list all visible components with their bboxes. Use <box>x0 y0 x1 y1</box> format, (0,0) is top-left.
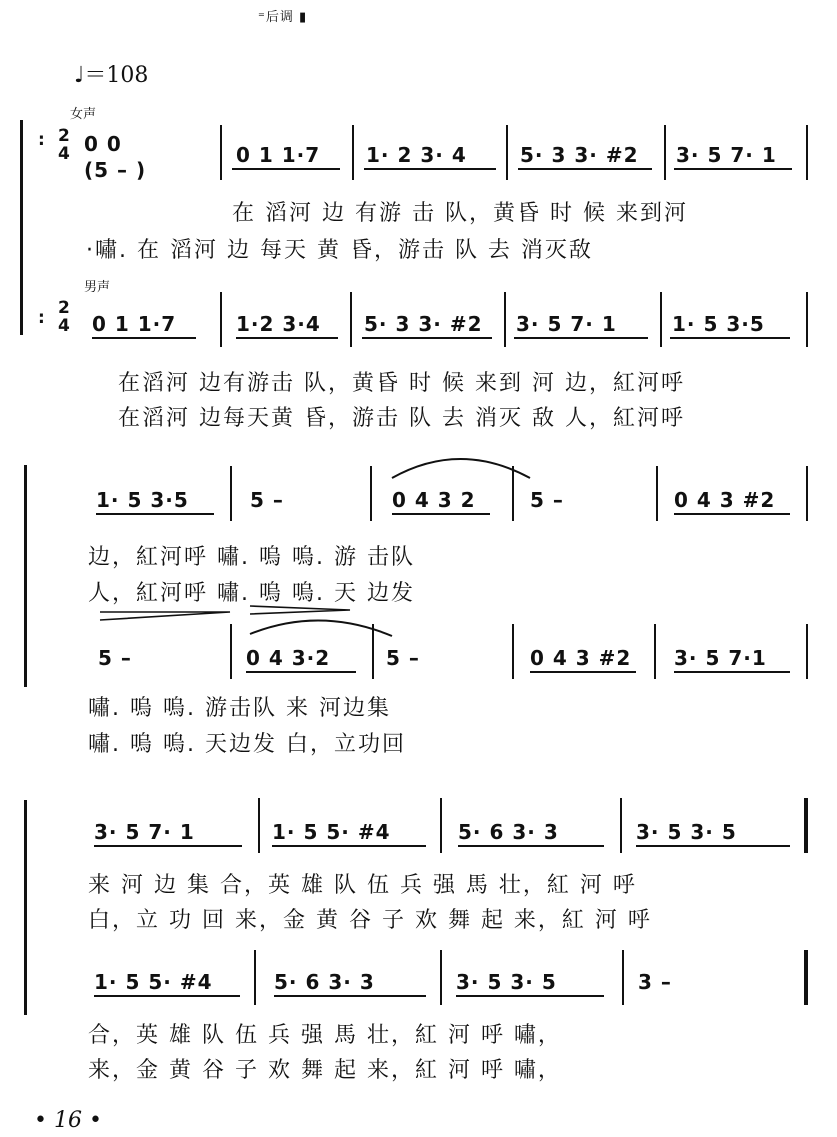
time-signature-top-2: 2 <box>58 298 70 318</box>
time-signature-bottom-2: 4 <box>58 316 70 336</box>
male-measure: 3 – <box>638 970 672 994</box>
female-measure: 3· 5 3· 5 <box>636 820 737 844</box>
female-measure: 1· 5 3·5 <box>96 488 189 512</box>
lyric-line: 来，金 黄 谷 子 欢 舞 起 来，紅 河 呼 嘯， <box>88 1058 562 1083</box>
female-measure: 1· 2 3· 4 <box>366 143 467 167</box>
lyric-line: 嘯. 嗚 嗚. 游击队 来 河边集 <box>88 696 391 721</box>
lyric-line: 嘯. 嗚 嗚. 天边发 白，立功回 <box>88 732 406 757</box>
male-voice-label: 男声 <box>84 280 111 295</box>
female-measure: 3· 5 7· 1 <box>676 143 777 167</box>
male-measure: 0 1 1·7 <box>92 312 177 336</box>
female-intro-rest: 0 0 <box>84 132 122 156</box>
female-measure: 3· 5 7· 1 <box>94 820 195 844</box>
male-measure: 3· 5 7· 1 <box>516 312 617 336</box>
lyric-line: 在滔河 边每天黄 昏，游击 队 去 消灭 敌 人，紅河呼 <box>118 406 685 431</box>
male-measure: 3· 5 7·1 <box>674 646 767 670</box>
male-measure: 5 – <box>386 646 420 670</box>
lyric-line: 白，立 功 回 来，金 黄 谷 子 欢 舞 起 来，紅 河 呼 <box>88 908 652 933</box>
male-measure: 3· 5 3· 5 <box>456 970 557 994</box>
male-measure: 5 – <box>98 646 132 670</box>
lyric-line: 在滔河 边有游击 队，黄昏 时 候 来到 河 边，紅河呼 <box>118 371 685 396</box>
lyric-line: 在 滔河 边 有游 击 队，黄昏 时 候 来到河 <box>232 201 688 226</box>
male-measure: 0 4 3 #2 <box>530 646 632 670</box>
male-measure: 0 4 3·2 <box>246 646 331 670</box>
female-measure: 5· 6 3· 3 <box>458 820 559 844</box>
crescendo-mark <box>100 612 230 620</box>
repeat-dots: : <box>38 130 45 150</box>
female-measure: 0 1 1·7 <box>236 143 321 167</box>
time-signature-bottom-1: 4 <box>58 144 70 164</box>
female-voice-label: 女声 <box>70 107 97 122</box>
time-signature-top-1: 2 <box>58 126 70 146</box>
male-measure: 1·2 3·4 <box>236 312 321 336</box>
female-measure: 0 4 3 2 <box>392 488 476 512</box>
lyric-line: 合，英 雄 队 伍 兵 强 馬 壮，紅 河 呼 嘯， <box>88 1023 562 1048</box>
female-measure: 5· 3 3· #2 <box>520 143 639 167</box>
page-header: ⁼后调 ▮ <box>258 10 308 25</box>
slur-mark <box>392 459 530 478</box>
female-measure: 5 – <box>250 488 284 512</box>
lyric-line: 来 河 边 集 合，英 雄 队 伍 兵 强 馬 壮，紅 河 呼 <box>88 873 637 898</box>
male-measure: 1· 5 5· #4 <box>94 970 213 994</box>
slur-mark <box>250 620 392 636</box>
lyric-line: 人，紅河呼 嘯. 嗚 嗚. 天 边发 <box>88 581 415 606</box>
female-measure: 5 – <box>530 488 564 512</box>
female-measure: 0 4 3 #2 <box>674 488 776 512</box>
female-measure: 1· 5 5· #4 <box>272 820 391 844</box>
repeat-dots: : <box>38 308 45 328</box>
lyric-line: ·嘯. 在 滔河 边 每天 黄 昏，游击 队 去 消灭敌 <box>86 238 593 263</box>
tempo-marking: ♩＝108 <box>74 63 149 88</box>
male-measure: 5· 6 3· 3 <box>274 970 375 994</box>
lyric-line: 边，紅河呼 嘯. 嗚 嗚. 游 击队 <box>88 545 415 570</box>
male-measure: 5· 3 3· #2 <box>364 312 483 336</box>
female-intro-male-cue: (5 – ) <box>84 158 147 182</box>
male-measure: 1· 5 3·5 <box>672 312 765 336</box>
crescendo-mark <box>250 606 350 614</box>
page-number: • 16 • <box>34 1108 102 1133</box>
